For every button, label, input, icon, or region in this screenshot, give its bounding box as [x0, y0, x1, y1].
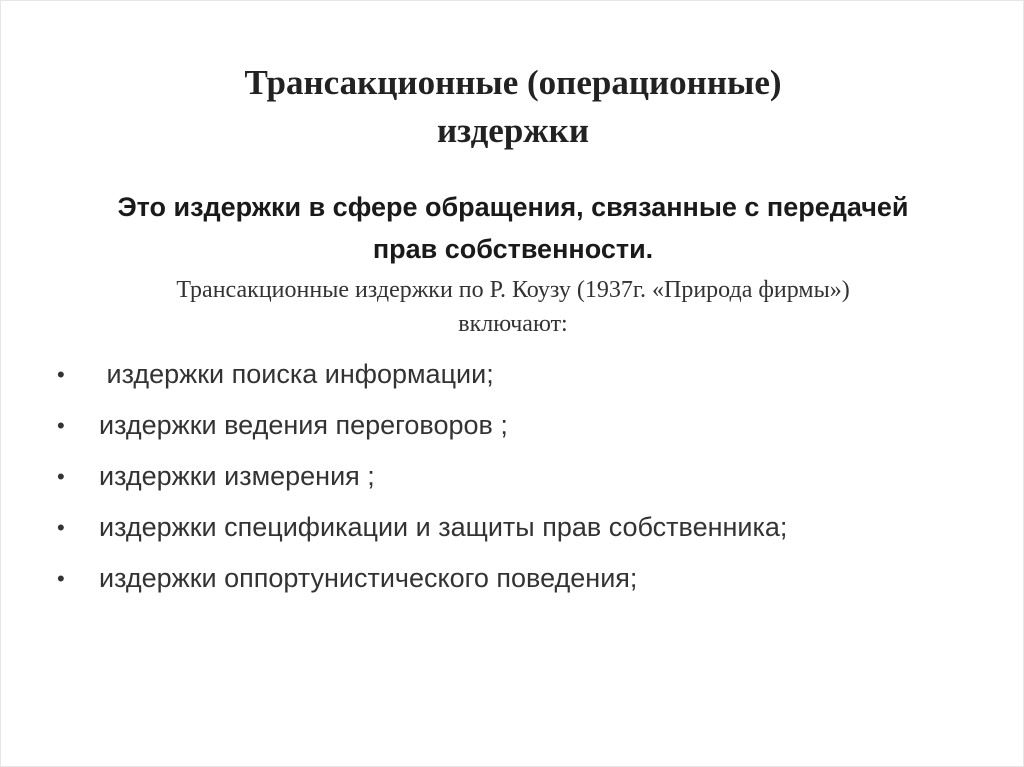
definition-line: прав собственности. [372, 234, 654, 264]
bullet-icon: • [57, 566, 65, 591]
bullet-list [1, 349, 1024, 604]
slide-title [1, 59, 1024, 155]
list-item-text: издержки поиска информации; [99, 359, 494, 389]
intro-line: включают: [458, 311, 568, 337]
intro-text [1, 273, 1024, 341]
bullet-icon: • [57, 362, 65, 387]
list-item-text: издержки оппортунистического поведения; [99, 563, 638, 593]
bullet-icon: • [57, 515, 65, 540]
list-item-text: издержки измерения ; [99, 461, 375, 491]
definition-line: Это издержки в сфере обращения, связанные с передачей [117, 192, 909, 222]
slide-title-line: Трансакционные (операционные) [244, 63, 782, 102]
list-item-text: издержки спецификации и защиты прав собственника; [99, 512, 788, 542]
list-item [1, 349, 1024, 400]
list-item [1, 502, 1024, 553]
list-item [1, 400, 1024, 451]
list-item [1, 553, 1024, 604]
definition-text [1, 186, 1024, 270]
bullet-icon: • [57, 464, 65, 489]
slide-title-line: издержки [436, 111, 589, 150]
list-item [1, 451, 1024, 502]
bullet-icon: • [57, 413, 65, 438]
intro-line: Трансакционные издержки по Р. Коузу (1937г. «Природа фирмы») [176, 277, 850, 303]
list-item-text: издержки ведения переговоров ; [99, 410, 508, 440]
